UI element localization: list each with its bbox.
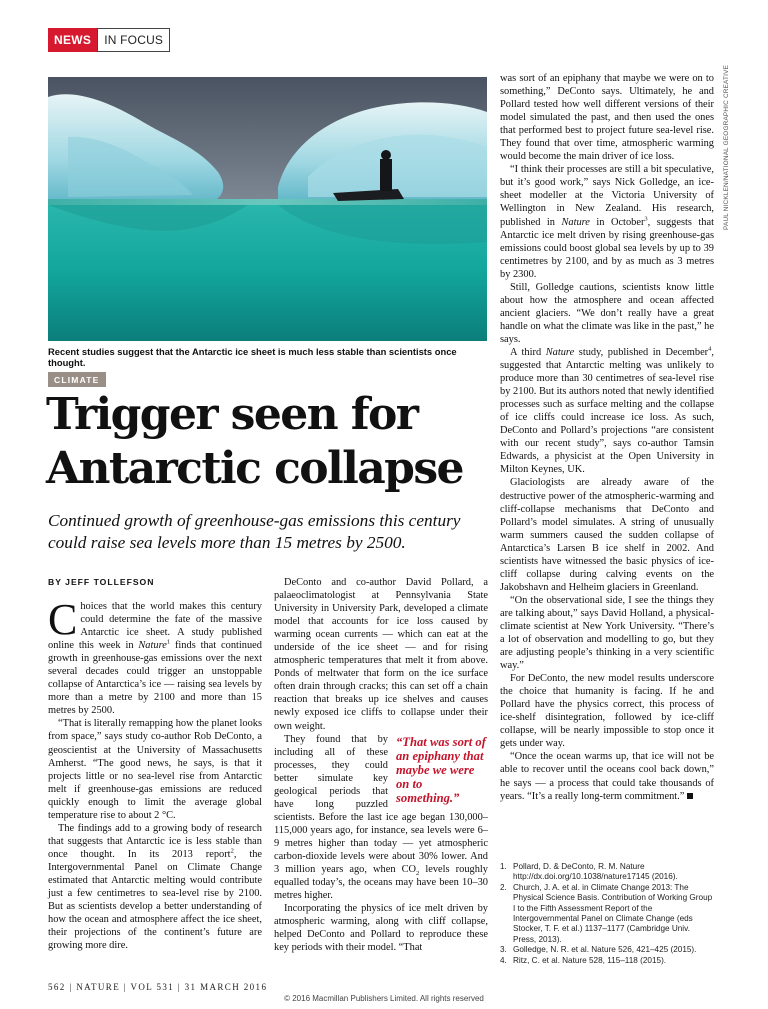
news-tag[interactable]: NEWS <box>48 28 97 52</box>
reference-item[interactable]: 1. Pollard, D. & DeConto, R. M. Nature http://dx.doi.org/10.1038/nature17145 (2016). <box>500 862 678 882</box>
references-list <box>500 862 714 966</box>
paragraph: DeConto and co-author David Pollard, a palaeoclimatologist at Pennsylvania State University in University Park, developed a climate model that accounts for ice loss caused by warming ocean currents — which can eat at the underside of the ice sheet — and for rising atmospheric temperatures that melt it from above. Ponds of meltwater that form on the ice surface often drain through cracks; this can set off a chain reaction that breaks up ice shelves and causes newly exposed ice cliffs to collapse under their own weight. <box>274 577 488 732</box>
photo-credit: PAUL NICKLEN/NATIONAL GEOGRAPHIC CREATIVE <box>723 64 730 230</box>
paragraph: “That is literally remapping how the planet looks from space,” says study co-author Rob DeConto, a geoscientist at the University of Massachusetts Amherst. “The good news, he says, is that it projects little or no sea-level rise from Antarctic melt if greenhouse-gas emissions are reduced quickly enough to limit the average global temperature rise to about 2 °C. <box>48 718 263 821</box>
photo-caption: Recent studies suggest that the Antarctic ice sheet is much less stable than scientists once thought. <box>48 346 457 368</box>
body-column-3 <box>500 72 714 803</box>
in-focus-tag[interactable]: IN FOCUS <box>97 28 170 52</box>
byline: BY JEFF TOLLEFSON <box>48 577 155 587</box>
body-column-1 <box>48 595 263 952</box>
paragraph: Choices that the world makes this century could determine the fate of the massive Antarctic ice sheet. A study published online this week in Nature$^1$ finds that continued growth in greenhouse-gas emissions over the next several decades could trigger an unstoppable collapse of Antarctica’s ice — raising sea levels by more than a metre by 2100 and more than 15 metres by 2500. <box>48 595 262 717</box>
paragraph: For DeConto, the new model results underscore the choice that humanity is facing. If he and Pollard have the physics correct, this process of ice-shelf disintegration, followed by ice-cliff collapse, will be nearly impossible to stop once it gets under way. <box>500 673 714 750</box>
paragraph: The findings add to a growing body of research that suggests that Antarctic ice is less stable than once thought. In its 2013 report$^2$, the Intergovernmental Panel on Climate Change estimated that Antarctic melting would contribute just a few centimetres to sea-level rise by 2100. But as scientists develop a better understanding of how the ocean and atmosphere affect the ice sheet, their projections of the continent’s future are growing more dire. <box>48 822 263 952</box>
paragraph: “Once the ocean warms up, that ice will not be able to recover until the oceans cool back down,” he says — a process that could take thousands of years. “It’s a really long-term commitment.” <box>500 751 714 802</box>
copyright-notice: © 2016 Macmillan Publishers Limited. All rights reserved <box>284 994 484 1003</box>
headline-line2: Antarctic collapse <box>46 443 463 494</box>
paragraph: Glaciologists are already aware of the destructive power of the atmospheric-warming and cliff-collapse mechanisms that DeConto and Pollard’s model simulates. A string of unusually warm summers caused the sudden collapse of Antarctica’s Larsen B ice shelf in 2002. And scientists have witnessed the basic physics of ice-cliff collapse during calving events on the Jakobshavn and Helheim glaciers in Greenland. <box>500 477 714 593</box>
pull-quote: “That was sort of an epiphany that maybe we were on to something.” <box>396 734 486 805</box>
drop-cap: C <box>48 595 78 644</box>
body-column-2 <box>274 576 488 954</box>
paragraph: “On the observational side, I see the things they are talking about,” says David Holland, a physical-climate scientist at New York University. “There’s a lot of observation and modelling to go, but they are adjusting people’s thinking in a very scientific way.” <box>500 594 714 672</box>
paragraph: Incorporating the physics of ice melt driven by atmospheric warming, along with cliff collapse, helped DeConto and Pollard to reproduce these key periods with their model. “That <box>274 903 488 954</box>
reference-item[interactable]: 4. Ritz, C. et al. Nature 528, 115–118 (2015). <box>500 955 667 965</box>
headline <box>46 388 496 496</box>
lead-photo <box>48 77 487 341</box>
paragraph: “I think their processes are still a bit speculative, but it’s good work,” says Nick Golledge, an ice-sheet modeller at the Victoria University of Wellington in New Zealand. His research, published in Nature in October$^3$, suggests that Antarctic ice melt driven by rising greenhouse-gas emissions could boost global sea levels by up to 39 centimetres by 2100, and by as much as 3 metres by 2300. <box>500 164 715 280</box>
section-header <box>48 28 170 52</box>
paragraph: A third Nature study, published in December$^4$, suggested that Antarctic melting was unlikely to produce more than 30 centimetres of sea-level rise by 2100. But its authors noted that newly identified processes such as surface melting and the collapse of ice cliffs could increase ice loss. As such, DeConto and Pollard’s projections “are consistent with our recent study”, says co-author Tamsin Edwards, a physicist at the Open University in Milton Keynes, UK. <box>500 345 714 476</box>
page-footer: 562 | NATURE | VOL 531 | 31 MARCH 2016 <box>48 982 268 992</box>
headline-line1: Trigger seen for <box>46 389 418 440</box>
paragraph: Still, Golledge cautions, scientists know little about how the atmosphere and ocean affected ancient glaciers. “We don’t really have a great handle on what the climate was like in the past,” he says. <box>500 281 714 345</box>
paragraph: was sort of an epiphany that maybe we were on to something,” DeConto says. Ultimately, he and Pollard tested how well different versions of their model simulated the past, and then used the ones that performed best to project future sea-level rise. They found that over time, atmospheric warming would become the main driver of ice loss. <box>500 73 714 163</box>
standfirst: Continued growth of greenhouse-gas emissions this century could raise sea levels more than 15 metres by 2500. <box>48 511 461 552</box>
paragraph: “That was sort of an epiphany that maybe we were on to something.” They found that by including all of these processes, they could better simulate key geological periods that have long puzzled scientists. Before the last ice age began 130,000–115,000 years ago, for instance, sea levels were 6–9 metres higher than today — yet atmospheric carbon-dioxide levels were about 30% lower. And 3 million years ago, when $CO_2$ levels roughly equalled today’s, the oceans may have been 10–30 metres higher. <box>274 733 488 902</box>
reference-item[interactable]: 3. Golledge, N. R. et al. Nature 526, 421–425 (2015). <box>500 945 697 955</box>
antarctic-iceberg-image <box>48 77 487 341</box>
end-mark-icon <box>687 793 693 799</box>
reference-item[interactable]: 2. Church, J. A. et al. in Climate Change 2013: The Physical Science Basis. Contribution of Working Group I to the Fifth Assessment Report of the Intergovernmental Panel on Climate Change (eds Stocker, T. F. et al.) 1137–1177 (Cambridge Univ. Press, 2013). <box>500 882 713 944</box>
section-tag[interactable]: CLIMATE <box>48 372 106 387</box>
